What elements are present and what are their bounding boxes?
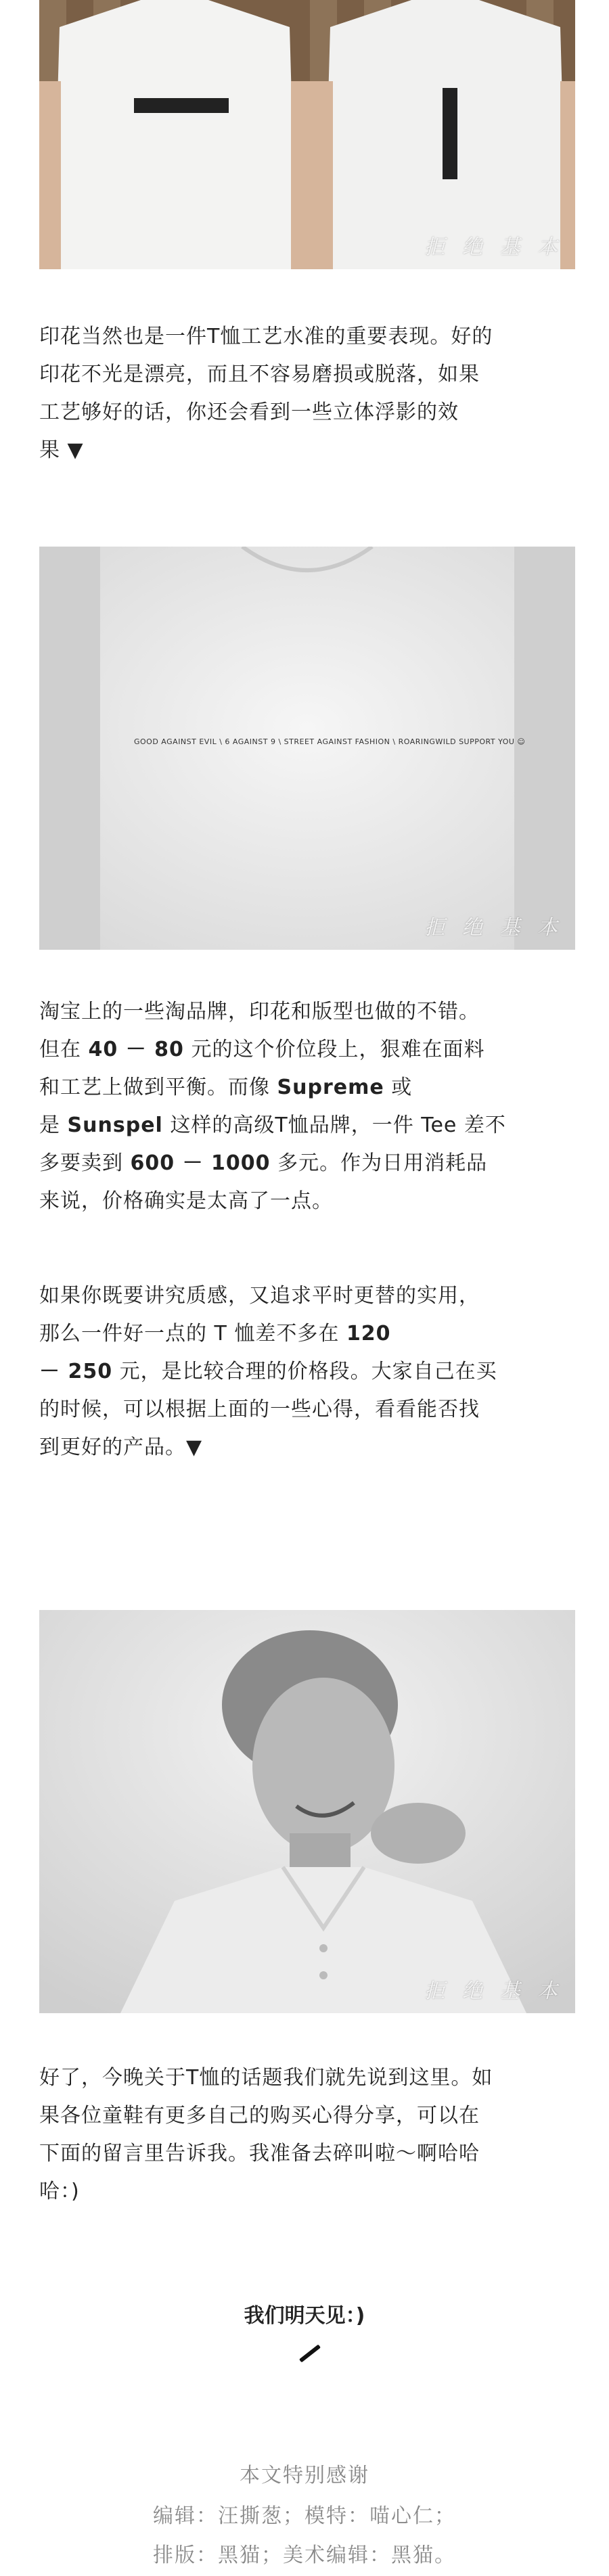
watermark: 拒 绝 基 本 [424,235,563,259]
text-line: 多要卖到 600 － 1000 多元。作为日用消耗品 [39,1151,488,1175]
shirt-print-text: GOOD AGAINST EVIL \ 6 AGAINST 9 \ STREET AGAINST FASHION \ ROARINGWILD SUPPORT YOU ☺ [134,737,526,746]
credits-line-editor-model: 编辑：汪撕葱；模特：喵心仁； [153,2504,456,2528]
text-line: 印花当然也是一件T恤工艺水准的重要表现。好的 [39,325,493,348]
closing-line: 我们明天见：) [244,2304,365,2328]
text-line: 好了，今晚关于T恤的话题我们就先说到这里。如 [39,2066,493,2090]
smiling-man-illustration [39,1610,575,2013]
watermark: 拒 绝 基 本 [424,916,563,940]
text-line: 如果你既要讲究质感，又追求平时更替的实用， [39,1284,480,1308]
text-line: 是 Sunspel 这样的高级T恤品牌，一件 Tee 差不 [39,1113,506,1137]
text-line: 哈：) [39,2180,80,2203]
paragraph-sign-off [39,2059,581,2211]
credits-title: 本文特别感谢 [240,2464,369,2487]
text-line: 和工艺上做到平衡。而像 Supreme 或 [39,1076,413,1099]
tshirt-stripes-illustration [39,0,575,269]
text-line: 但在 40 － 80 元的这个价位段上，狠难在面料 [39,1038,485,1061]
text-line: 那么一件好一点的 T 恤差不多在 120 [39,1322,391,1346]
paragraph-print-quality [39,318,581,469]
text-line: 印花不光是漂亮，而且不容易磨损或脱落，如果 [39,363,480,386]
tshirt-stripes-photo [39,0,575,269]
text-line: 淘宝上的一些淘品牌，印花和版型也做的不错。 [39,1000,480,1024]
text-line: 下面的留言里告诉我。我准备去碎叫啦～啊哈哈 [39,2142,480,2165]
paragraph-taobao-brands [39,993,581,1220]
text-line: 来说，价格确实是太高了一点。 [39,1189,333,1213]
text-line: 工艺够好的话，你还会看到一些立体浮影的效 [39,400,459,424]
text-line: 的时候，可以根据上面的一些心得，看看能否找 [39,1398,480,1421]
text-line: 果 ▼ [39,438,84,462]
text-line: － 250 元，是比较合理的价格段。大家自己在买 [39,1360,497,1383]
divider-slash-mark [299,2345,321,2363]
credits-line-layout-art: 排版：黑猫；美术编辑：黑猫。 [153,2544,456,2567]
paragraph-price-range [39,1277,581,1467]
tshirt-slogan-illustration [39,547,575,950]
text-line: 果各位童鞋有更多自己的购买心得分享，可以在 [39,2104,480,2128]
watermark: 拒 绝 基 本 [424,1979,563,2003]
smiling-man-photo [39,1610,575,2013]
text-line: 到更好的产品。▼ [39,1435,203,1459]
tshirt-slogan-photo [39,547,575,950]
